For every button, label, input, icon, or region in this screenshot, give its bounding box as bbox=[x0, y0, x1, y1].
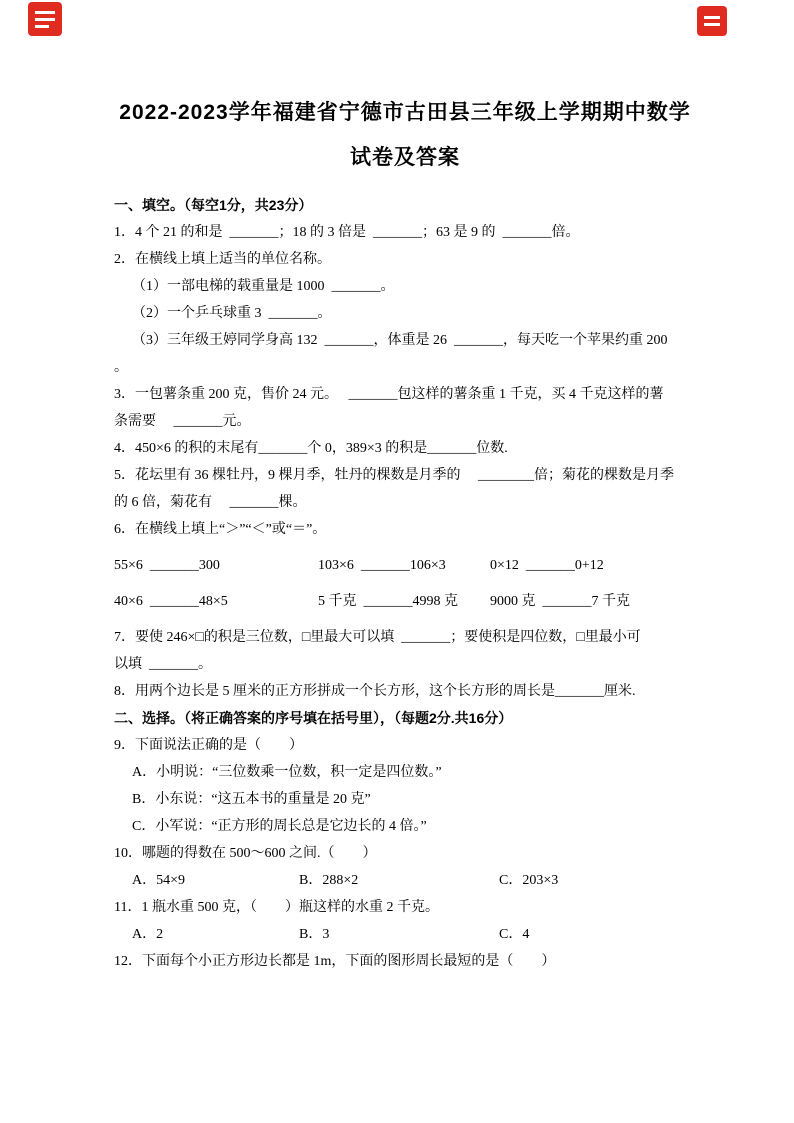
q7-line1: 7．要使 246×□的积是三位数，□里最大可以填 _______；要使积是四位数，□里最小可 bbox=[114, 630, 641, 645]
q7-line2: 以填 _______。 bbox=[114, 657, 212, 672]
doc-segment: 0×12 _______0+12 bbox=[490, 558, 604, 573]
q9: 9．下面说法正确的是（ ） bbox=[114, 738, 303, 753]
q9-option-c: C．小军说：“正方形的周长总是它边长的 4 倍。” bbox=[132, 819, 427, 834]
q1: 1．4 个 21 的和是 _______；18 的 3 倍是 _______；63 是 9 的 _______倍。 bbox=[114, 225, 580, 240]
doc-segment: 103×6 _______106×3 bbox=[318, 558, 446, 573]
q2-3-cont: 。 bbox=[114, 360, 128, 375]
doc-segment: C．203×3 bbox=[499, 873, 559, 888]
doc-segment: 5 千克 _______4998 克 bbox=[318, 594, 458, 609]
q10: 10．哪题的得数在 500～600 之间.（ ） bbox=[114, 846, 377, 861]
doc-segment: B．3 bbox=[299, 927, 330, 942]
q9-option-a: A．小明说：“三位数乘一位数，积一定是四位数。” bbox=[132, 765, 442, 780]
q6-row1 bbox=[114, 552, 696, 579]
document-title-line2: 试卷及答案 bbox=[350, 146, 460, 169]
q2-3: （3）三年级王婷同学身高 132 _______，体重是 26 _______，每天吃一个苹果约重 200 bbox=[132, 333, 668, 348]
document-title-line1: 2022-2023学年福建省宁德市古田县三年级上学期期中数学 bbox=[119, 101, 691, 124]
q6: 6．在横线上填上“＞”“＜”或“＝”。 bbox=[114, 522, 327, 537]
q4: 4．450×6 的积的末尾有_______个 0，389×3 的积是_______位数. bbox=[114, 441, 508, 456]
q11: 11．1 瓶水重 500 克，（ ）瓶这样的水重 2 千克。 bbox=[114, 900, 439, 915]
q9-option-b: B．小东说：“这五本书的重量是 20 克” bbox=[132, 792, 371, 807]
q11-options bbox=[114, 921, 696, 948]
section1-heading: 一、填空。（每空1分，共23分） bbox=[114, 197, 313, 213]
q6-row2 bbox=[114, 588, 696, 615]
section2-heading: 二、选择。（将正确答案的序号填在括号里），（每题2分.共16分） bbox=[114, 710, 513, 726]
q12: 12．下面每个小正方形边长都是 1m，下面的图形周长最短的是（ ） bbox=[114, 954, 556, 969]
q5-line1: 5．花坛里有 36 棵牡丹，9 棵月季，牡丹的棵数是月季的 ________倍；菊花的棵数是月季 bbox=[114, 468, 674, 483]
doc-segment: A．54×9 bbox=[132, 873, 186, 888]
q2: 2．在横线上填上适当的单位名称。 bbox=[114, 252, 331, 267]
doc-segment: 40×6 _______48×5 bbox=[114, 594, 228, 609]
q2-1: （1）一部电梯的载重量是 1000 _______。 bbox=[132, 279, 395, 294]
q10-options bbox=[114, 867, 696, 894]
q5-line2: 的 6 倍，菊花有 _______棵。 bbox=[114, 495, 307, 510]
doc-segment: B．288×2 bbox=[299, 873, 359, 888]
doc-segment: 55×6 _______300 bbox=[114, 558, 220, 573]
doc-segment: C．4 bbox=[499, 927, 530, 942]
document-title bbox=[114, 90, 696, 180]
document-body bbox=[114, 192, 696, 975]
q8: 8．用两个边长是 5 厘米的正方形拼成一个长方形，这个长方形的周长是_______厘米. bbox=[114, 684, 636, 699]
q3-line1: 3．一包薯条重 200 克，售价 24 元。 _______包这样的薯条重 1 千克，买 4 千克这样的薯 bbox=[114, 387, 664, 402]
doc-segment: 9000 克 _______7 千克 bbox=[490, 594, 630, 609]
q3-line2: 条需要 _______元。 bbox=[114, 414, 251, 429]
q2-2: （2）一个乒乓球重 3 _______。 bbox=[132, 306, 332, 321]
doc-segment: A．2 bbox=[132, 927, 164, 942]
